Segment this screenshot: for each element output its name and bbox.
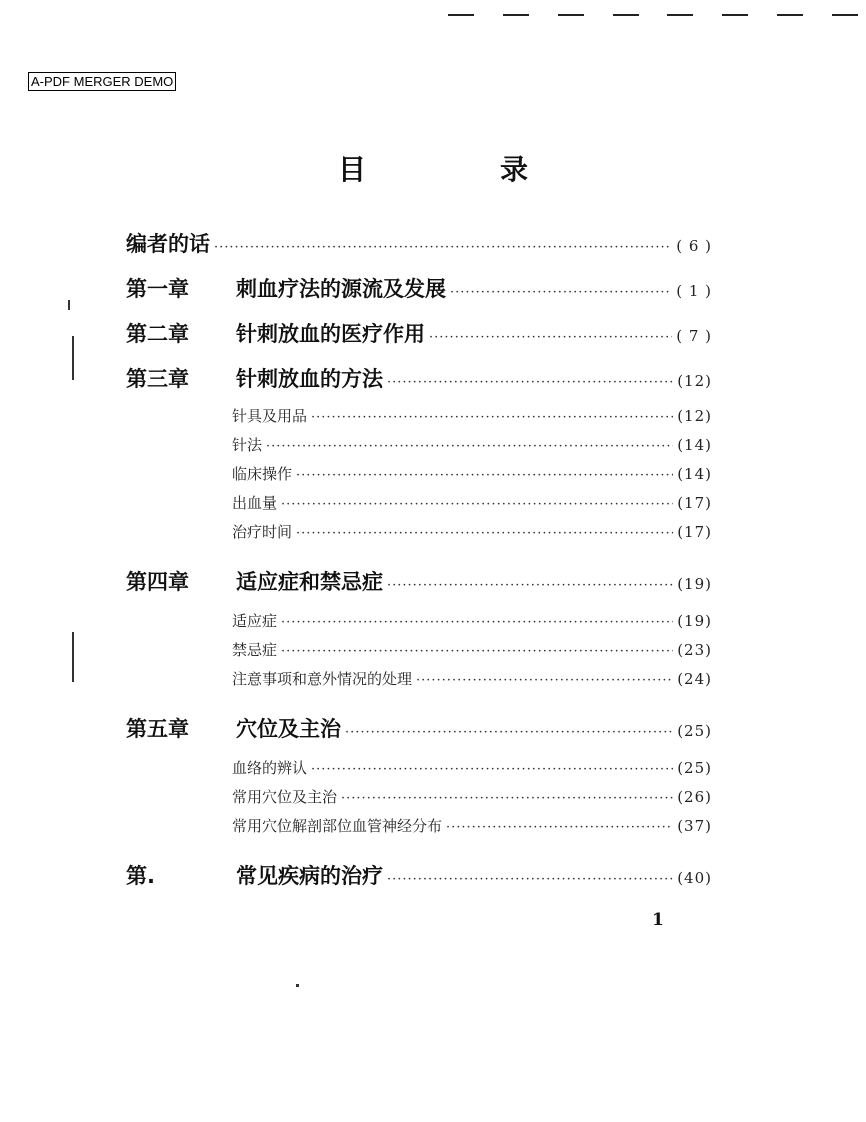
toc-section-title: 针法 <box>232 436 263 454</box>
toc-section-page: (24) <box>677 670 712 688</box>
toc-section-page: (26) <box>677 788 712 806</box>
toc-entry-title: 适应症和禁忌症 <box>236 570 383 594</box>
toc-entry-title: 编者的话 <box>126 232 210 256</box>
chapter-number: 第三章 <box>126 367 189 391</box>
dot-leader <box>281 615 673 630</box>
toc-entry-page: (40) <box>677 869 712 887</box>
toc-section-title: 适应症 <box>232 612 278 630</box>
dot-leader <box>281 497 673 512</box>
toc-section <box>232 434 712 455</box>
chapter-number: 第五章 <box>126 717 189 741</box>
dot-leader <box>450 285 672 300</box>
toc-section-title: 血络的辨认 <box>232 759 308 777</box>
toc-section-page: (25) <box>677 759 712 777</box>
top-dash-line <box>448 14 858 16</box>
toc-section <box>232 492 712 513</box>
toc-section-title: 禁忌症 <box>232 641 278 659</box>
toc-section <box>232 521 712 542</box>
dot-leader <box>446 820 673 835</box>
toc-section-title: 常用穴位及主治 <box>232 788 338 806</box>
toc-entry-page: (19) <box>677 575 712 593</box>
dot-leader <box>281 644 673 659</box>
page-number: 1 <box>652 910 664 930</box>
toc-section <box>232 786 712 807</box>
watermark-label: A-PDF MERGER DEMO <box>28 72 176 91</box>
toc-section-page: (17) <box>677 523 712 541</box>
toc-section-page: (17) <box>677 494 712 512</box>
toc-entry-page: (25) <box>677 722 712 740</box>
toc-entry-title: 常见疾病的治疗 <box>236 864 383 888</box>
toc-section-page: (12) <box>677 407 712 425</box>
toc-section-page: (14) <box>677 436 712 454</box>
toc-entry-chapter-3 <box>126 363 712 393</box>
toc-section <box>232 610 712 631</box>
toc-entry-chapter-4 <box>126 566 712 596</box>
toc-entry-preface <box>126 228 712 258</box>
toc-entry-title: 针刺放血的方法 <box>236 367 383 391</box>
dot-leader <box>387 872 673 887</box>
chapter-number: 第一章 <box>126 277 189 301</box>
toc-entry-chapter-1 <box>126 273 712 303</box>
toc-section-title: 针具及用品 <box>232 407 308 425</box>
chapter-number: 第四章 <box>126 570 189 594</box>
toc-section <box>232 815 712 836</box>
toc-section <box>232 463 712 484</box>
scan-speck <box>72 632 74 682</box>
toc-entry-page: ( 6 ) <box>676 237 712 255</box>
toc-section-page: (14) <box>677 465 712 483</box>
toc-entry-page: ( 1 ) <box>676 282 712 300</box>
toc-section-page: (23) <box>677 641 712 659</box>
chapter-number: 第. <box>126 864 155 888</box>
dot-leader <box>416 673 673 688</box>
toc-entry-chapter-5 <box>126 713 712 743</box>
page-title <box>338 148 528 188</box>
dot-leader <box>266 439 673 454</box>
page-title-left: 目 <box>338 153 367 186</box>
dot-leader <box>387 578 673 593</box>
dot-leader <box>311 762 673 777</box>
dot-leader <box>296 468 673 483</box>
toc-entry-chapter-6 <box>126 860 712 890</box>
dot-leader <box>341 791 673 806</box>
toc-section-page: (37) <box>677 817 712 835</box>
scan-speck <box>72 336 74 380</box>
toc-section <box>232 639 712 660</box>
dot-leader <box>429 330 672 345</box>
toc-section-page: (19) <box>677 612 712 630</box>
dot-leader <box>387 375 673 390</box>
toc-section <box>232 405 712 426</box>
toc-entry-chapter-2 <box>126 318 712 348</box>
scan-speck <box>296 984 299 987</box>
toc-entry-page: (12) <box>677 372 712 390</box>
toc-section-title: 出血量 <box>232 494 278 512</box>
toc-entry-page: ( 7 ) <box>676 327 712 345</box>
toc-entry-title: 穴位及主治 <box>236 717 341 741</box>
dot-leader <box>296 526 673 541</box>
scan-speck <box>68 300 70 310</box>
page-title-right: 录 <box>499 153 528 186</box>
dot-leader <box>345 725 673 740</box>
toc-section <box>232 757 712 778</box>
dot-leader <box>311 410 673 425</box>
chapter-number: 第二章 <box>126 322 189 346</box>
toc-section-title: 常用穴位解剖部位血管神经分布 <box>232 817 443 835</box>
toc-section-title: 治疗时间 <box>232 523 293 541</box>
toc-section-title: 临床操作 <box>232 465 293 483</box>
toc-section <box>232 668 712 689</box>
toc-entry-title: 刺血疗法的源流及发展 <box>236 277 446 301</box>
dot-leader <box>214 240 672 255</box>
toc-section-title: 注意事项和意外情况的处理 <box>232 670 413 688</box>
toc-entry-title: 针刺放血的医疗作用 <box>236 322 425 346</box>
